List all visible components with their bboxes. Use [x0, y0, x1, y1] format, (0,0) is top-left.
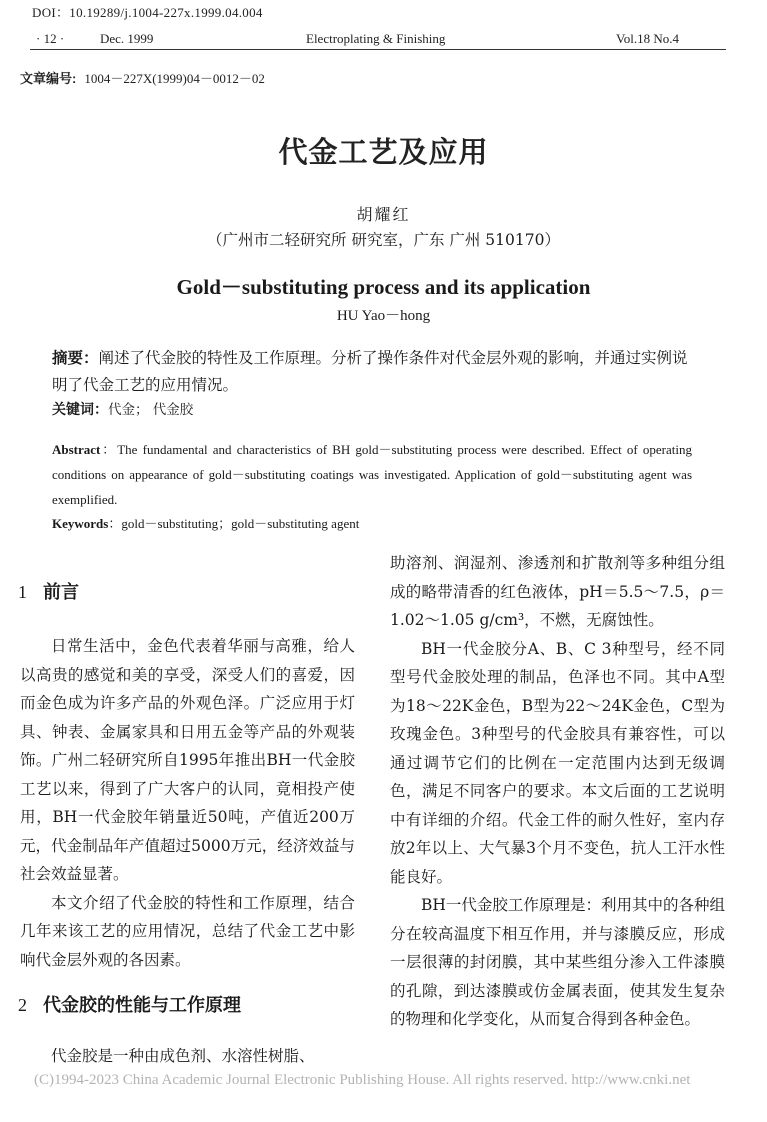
title-en: Gold－substituting process and its application	[176, 275, 591, 299]
keywords-en-label: Keywords	[52, 516, 109, 531]
header-volume: Vol.18 No.4	[616, 31, 679, 46]
section-1-number: 1	[18, 582, 27, 602]
header-page-number: · 12 ·	[36, 31, 65, 46]
paragraph: BH一代金胶分A、B、C 3种型号，经不同型号代金胶处理的制品，色泽也不同。其中A型为18～22K金色，B型为22～24K金色，C型为玫瑰金色。3种型号的代金胶具有兼容性，可以通过调节它们的比例在一定范围内达到无级调色，满足不同客户的要求。本文后面的工艺说明中有详细的介绍。代金工件的耐久性好，室内存放2年以上、大气暴3个月不变色，抗人工汗水性能良好。	[390, 639, 725, 886]
keywords-en-text: ：gold－substituting；gold－substituting agent	[108, 516, 360, 531]
abstract-en-label: Abstract	[52, 442, 101, 457]
keywords-cn-label: 关键词：	[52, 401, 108, 417]
article-number	[20, 68, 265, 87]
header-rule	[30, 49, 726, 50]
right-column-text	[390, 549, 725, 1034]
keywords-cn-text: 代金； 代金胶	[108, 402, 194, 418]
paragraph: 助溶剂、润湿剂、渗透剂和扩散剂等多种组分组成的略带清香的红色液体，pH＝5.5～7.5，ρ＝1.02～1.05 g/cm³，不燃，无腐蚀性。	[390, 554, 725, 629]
article-number-label: 文章编号:	[20, 71, 77, 86]
section-2-title: 代金胶的性能与工作原理	[43, 995, 241, 1015]
abstract-cn	[52, 345, 692, 399]
author-cn: 胡耀红	[356, 205, 411, 224]
paragraph: 代金胶是一种由成色剂、水溶性树脂、	[51, 1047, 315, 1065]
section-1-heading	[18, 578, 79, 604]
left-column-text-1	[20, 632, 355, 974]
affiliation-cn: （广州市二轻研究所 研究室，广东 广州 510170）	[207, 231, 560, 249]
article-number-value: 1004－227X(1999)04－0012－02	[84, 71, 265, 86]
keywords-en	[52, 513, 359, 532]
paragraph: 本文介绍了代金胶的特性和工作原理，结合几年来该工艺的应用情况，总结了代金工艺中影响代金层外观的各因素。	[20, 893, 355, 969]
abstract-cn-label: 摘要：	[52, 350, 99, 367]
keywords-cn	[52, 398, 193, 419]
header-date: Dec. 1999	[100, 31, 154, 46]
section-2-number: 2	[18, 995, 27, 1015]
paragraph: BH一代金胶工作原理是：利用其中的各种组分在较高温度下相互作用，并与漆膜反应，形成一层很薄的封闭膜，其中某些组分渗入工件漆膜的孔隙，到达漆膜或仿金属表面，使其发生复杂的物理和化学变化，从而复合得到各种金色。	[390, 896, 725, 1028]
author-en: HU Yao－hong	[336, 308, 431, 324]
copyright-footer: (C)1994-2023 China Academic Journal Electronic Publishing House. All rights reserved. http://www.cnki.net	[34, 1072, 691, 1088]
abstract-en-text: ：The fundamental and characteristics of BH gold－substituting process were described. Effect of operating conditions on appearance of gold－substituting coatings was investigated. Application of gold－substituting agent was exemplified.	[52, 442, 692, 507]
abstract-cn-text: 阐述了代金胶的特性及工作原理。分析了操作条件对代金层外观的影响，并通过实例说明了代金工艺的应用情况。	[52, 349, 688, 394]
section-1-title: 前言	[43, 582, 79, 602]
section-2-heading	[18, 991, 241, 1017]
paragraph: 日常生活中，金色代表着华丽与高雅，给人以高贵的感觉和美的享受，深受人们的喜爱，因而金色成为许多产品的外观色泽。广泛应用于灯具、钟表、金属家具和日用五金等产品的外观装饰。广州二轻研究所自1995年推出BH一代金胶工艺以来，得到了广大客户的认同，竟相投产使用，BH一代金胶年销量近50吨，产值近200万元，代金制品年产值超过5000万元，经济效益与社会效益显著。	[20, 637, 355, 883]
doi-line: DOI：10.19289/j.1004-227x.1999.04.004	[32, 5, 263, 20]
left-column-text-2	[20, 1042, 355, 1071]
abstract-en	[52, 437, 692, 512]
title-cn: 代金工艺及应用	[278, 137, 489, 169]
header-journal: Electroplating & Finishing	[306, 31, 446, 46]
